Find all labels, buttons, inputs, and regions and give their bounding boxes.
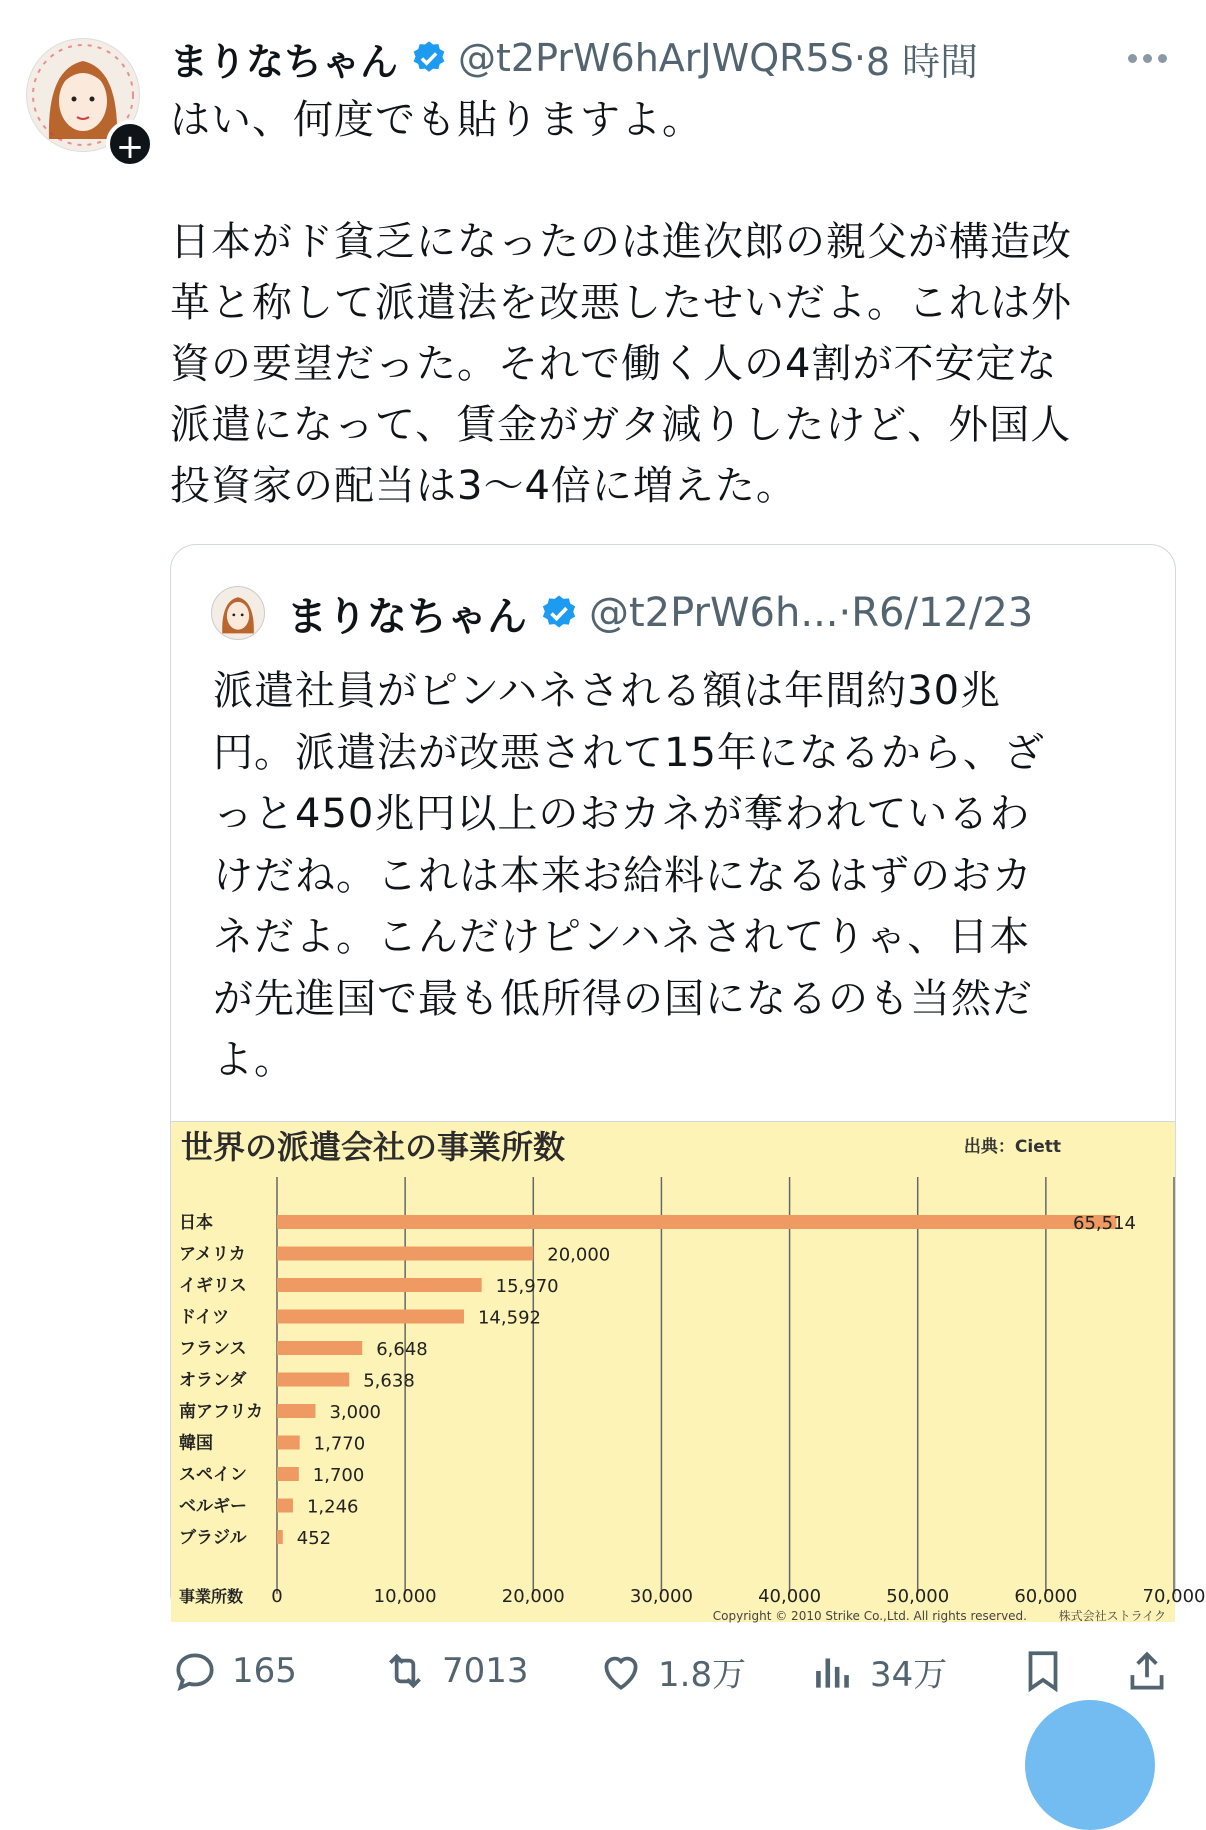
separator-dot: · — [838, 590, 852, 636]
bar — [277, 1278, 482, 1292]
chart-logo-text: 株式会社ストライク — [1058, 1609, 1166, 1623]
follow-plus-button[interactable]: + — [106, 120, 154, 168]
separator-dot: · — [853, 36, 866, 80]
tweet-header — [170, 30, 978, 86]
category-label: スペイン — [179, 1465, 247, 1485]
bar — [277, 1215, 1117, 1229]
author-handle[interactable]: @t2PrW6hArJWQR5S — [458, 36, 854, 80]
bookmark-icon — [1018, 1646, 1068, 1696]
bar-value-label: 3,000 — [329, 1402, 381, 1423]
bar — [277, 1530, 283, 1544]
bar — [277, 1341, 362, 1355]
author-avatar[interactable] — [26, 38, 145, 167]
category-label: アメリカ — [179, 1244, 246, 1265]
reply-icon — [170, 1646, 220, 1696]
category-label: イギリス — [179, 1276, 247, 1296]
quote-avatar — [211, 586, 265, 640]
category-label: 南アフリカ — [179, 1402, 264, 1422]
bar — [277, 1499, 293, 1513]
x-tick-label: 50,000 — [886, 1586, 950, 1607]
quote-author-name: まりなちゃん — [287, 593, 527, 640]
x-tick-label: 40,000 — [758, 1586, 822, 1607]
bar-value-label: 1,246 — [306, 1496, 359, 1518]
x-tick-label: 0 — [271, 1586, 283, 1607]
verified-badge-icon — [410, 39, 448, 77]
bar — [277, 1436, 300, 1450]
quote-timestamp: R6/12/23 — [851, 590, 1034, 636]
bookmark-button[interactable] — [1018, 1646, 1068, 1696]
chart-source: 出典：Ciett — [963, 1137, 1061, 1157]
views-count: 34万 — [870, 1654, 948, 1695]
action-bar — [0, 1640, 1206, 1710]
bar-value-label: 452 — [296, 1528, 332, 1549]
bar-value-label: 1,700 — [312, 1465, 365, 1486]
bar — [277, 1310, 464, 1324]
views-icon — [808, 1646, 858, 1696]
quote-header — [211, 583, 1033, 643]
retweet-icon — [380, 1646, 430, 1696]
like-count: 1.8万 — [658, 1654, 747, 1695]
bar — [277, 1247, 533, 1261]
x-tick-label: 20,000 — [501, 1586, 565, 1607]
bar-value-label: 65,514 — [1073, 1213, 1136, 1234]
reply-button[interactable] — [170, 1646, 297, 1696]
category-label: 韓国 — [179, 1433, 213, 1454]
bar-value-label: 14,592 — [477, 1307, 541, 1329]
category-label: ブラジル — [179, 1528, 247, 1548]
bar-value-label: 20,000 — [547, 1244, 611, 1266]
quoted-tweet[interactable] — [170, 544, 1206, 1623]
x-tick-label: 30,000 — [629, 1586, 693, 1607]
bar-chart — [171, 1122, 1206, 1623]
bar-value-label: 1,770 — [313, 1433, 366, 1455]
category-label: フランス — [179, 1339, 247, 1359]
x-tick-label: 10,000 — [373, 1586, 437, 1607]
share-icon — [1122, 1646, 1172, 1696]
bar — [277, 1404, 315, 1418]
tweet-text: はい、何度でも貼りますよ。 日本がド貧乏になったのは進次郎の親父が構造改 革と称して派遣法を改悪したせいだよ。これは外 資の要望だった。それで働く人の4割が不安定な 派遣になって、賃金がガタ減りしたけど、外国人 投資家の配当は3～4倍に増えた。 — [170, 97, 1072, 509]
like-button[interactable] — [596, 1646, 746, 1696]
x-tick-label: 70,000 — [1142, 1586, 1206, 1607]
chart-copyright: Copyright © 2010 Strike Co.,Ltd. All rights reserved. — [712, 1609, 1027, 1623]
bar-value-label: 15,970 — [495, 1276, 559, 1297]
more-icon[interactable] — [1128, 38, 1178, 78]
views-button[interactable] — [808, 1646, 947, 1696]
chart-image[interactable] — [171, 1121, 1206, 1623]
bar-value-label: 6,648 — [376, 1339, 428, 1360]
quote-author-handle: @t2PrW6h... — [589, 590, 839, 636]
category-label: ドイツ — [179, 1307, 230, 1328]
bar-value-label: 5,638 — [363, 1370, 415, 1392]
retweet-count: 7013 — [442, 1651, 529, 1691]
retweet-button[interactable] — [380, 1646, 529, 1696]
bar — [277, 1467, 299, 1481]
reply-count: 165 — [232, 1651, 297, 1691]
quote-text: 派遣社員がピンハネされる額は年間約30兆 円。派遣法が改悪されて15年になるから、ざ っと450兆円以上のおカネが奪われているわ けだね。これは本来お給料になるはずのおカ ネだよ。こんだけピンハネされてりゃ、日本 が先進国で最も低所得の国になるのも当然だ よ。 — [213, 668, 1045, 1083]
bar — [277, 1373, 349, 1387]
x-tick-label: 60,000 — [1014, 1586, 1078, 1607]
tweet-timestamp[interactable]: 8 時間 — [865, 39, 979, 84]
category-label: 日本 — [179, 1213, 213, 1233]
like-icon — [596, 1646, 646, 1696]
x-axis-label: 事業所数 — [179, 1587, 244, 1606]
author-name[interactable]: まりなちゃん — [170, 39, 399, 84]
compose-fab-button[interactable] — [1025, 1700, 1155, 1830]
category-label: ベルギー — [179, 1496, 247, 1517]
chart-title: 世界の派遣会社の事業所数 — [181, 1128, 566, 1166]
category-label: オランダ — [179, 1370, 247, 1391]
share-button[interactable] — [1122, 1646, 1172, 1696]
verified-badge-icon — [539, 593, 579, 633]
